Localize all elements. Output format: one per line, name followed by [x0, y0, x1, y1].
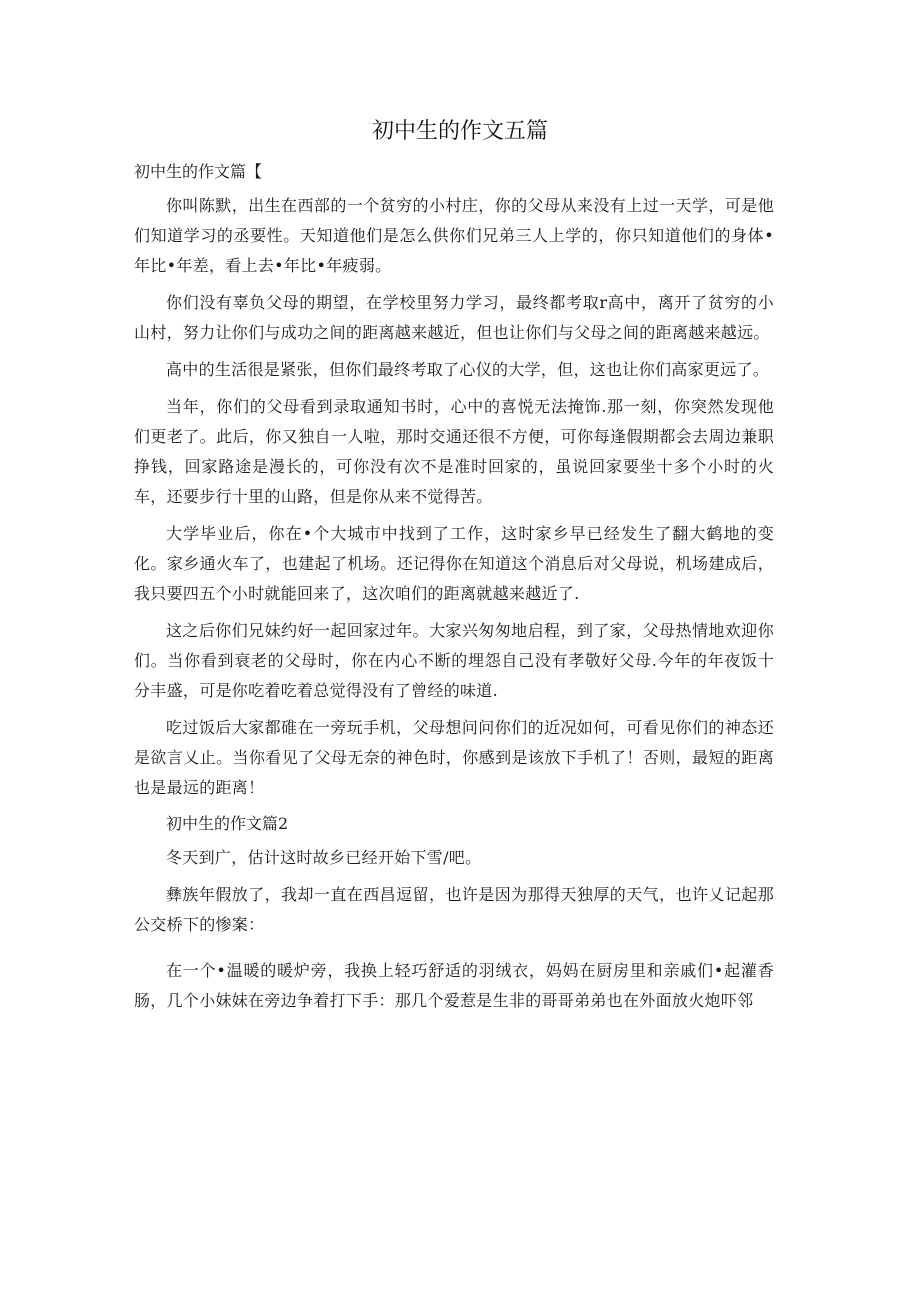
paragraph-1-4: 当年，你们的父母看到录取通知书时，心中的喜悦无法掩饰.那一刻，你突然发现他们更老了。此后，你又独自一人啦，那时交通还很不方便，可你每逢假期都会去周边兼职挣钱，回家路途是漫长的，可你没有次不是准时回家的，虽说回家要坐十多个小时的火车，还要步行十里的山路，但是你从来不觉得苦。	[134, 397, 774, 506]
section-heading-1: 初中生的作文篇【	[134, 162, 263, 181]
paragraph-1-7: 吃过饭后大家都碓在一旁玩手机，父母想问问你们的近况如何，可看见你们的神态还是欲言乂止。当你看见了父母无奈的神色时，你感到是该放下手机了！否则，最短的距离也是最远的距离！	[134, 718, 774, 797]
paragraph-1-6: 这之后你们兄妹约好一起回家过年。大家兴匆匆地启程，到了家，父母热情地欢迎你们。当你看到衰老的父母时，你在内心不断的埋怨自己没有孝敬好父母.今年的年夜饭十分丰盛，可是你吃着吃着总觉得没有了曾经的味道.	[134, 621, 774, 700]
paragraph-1-1: 你叫陈默，出生在西部的一个贫穷的小村庄，你的父母从来没有上过一天学，可是他们知道学习的丞要性。天知道他们是怎么供你们兄弟三人上学的，你只知道他们的身体•年比•年差，看上去•年比•年疲弱。	[134, 196, 774, 275]
paragraph-2-3: 在一个•温暖的暖炉旁，我换上轻巧舒适的羽绒衣，妈妈在厨房里和亲戚们•起灌香肠，几个小妹妹在旁边争着打下手：那几个爱惹是生非的哥哥弟弟也在外面放火炮吓邻	[134, 961, 774, 1010]
paragraph-1-2: 你们没有辜负父母的期望，在学校里努力学习，最终都考取r高中，离开了贫穷的小山村，努力让你们与成功之间的距离越来越近，但也让你们与父母之间的距离越来越远。	[134, 293, 774, 342]
paragraph-2-1: 冬天到广，估计这时故乡已经开始下雪/吧。	[166, 848, 482, 867]
document-body	[134, 155, 774, 1016]
page-title: 初中生的作文五篇	[371, 119, 548, 144]
paragraph-1-5: 大学毕业后，你在•个大城市中找到了工作，这时家乡早已经发生了翻大鹤地的变化。家乡通火车了，也建起了机场。还记得你在知道这个消息后对父母说，机场建成后，我只要四五个小时就能回来了，这次咱们的距离就越来越近了.	[134, 524, 774, 603]
paragraph-1-3: 高中的生活很是紧张，但你们最终考取了心仪的大学，但，这也让你们高家更远了。	[166, 360, 770, 379]
paragraph-2-2: 彝族年假放了，我却一直在西昌逗留，也许是因为那得天独厚的天气，也许乂记起那公交桥下的惨案：	[134, 885, 774, 934]
section-heading-2: 初中生的作文篇2	[166, 814, 289, 833]
